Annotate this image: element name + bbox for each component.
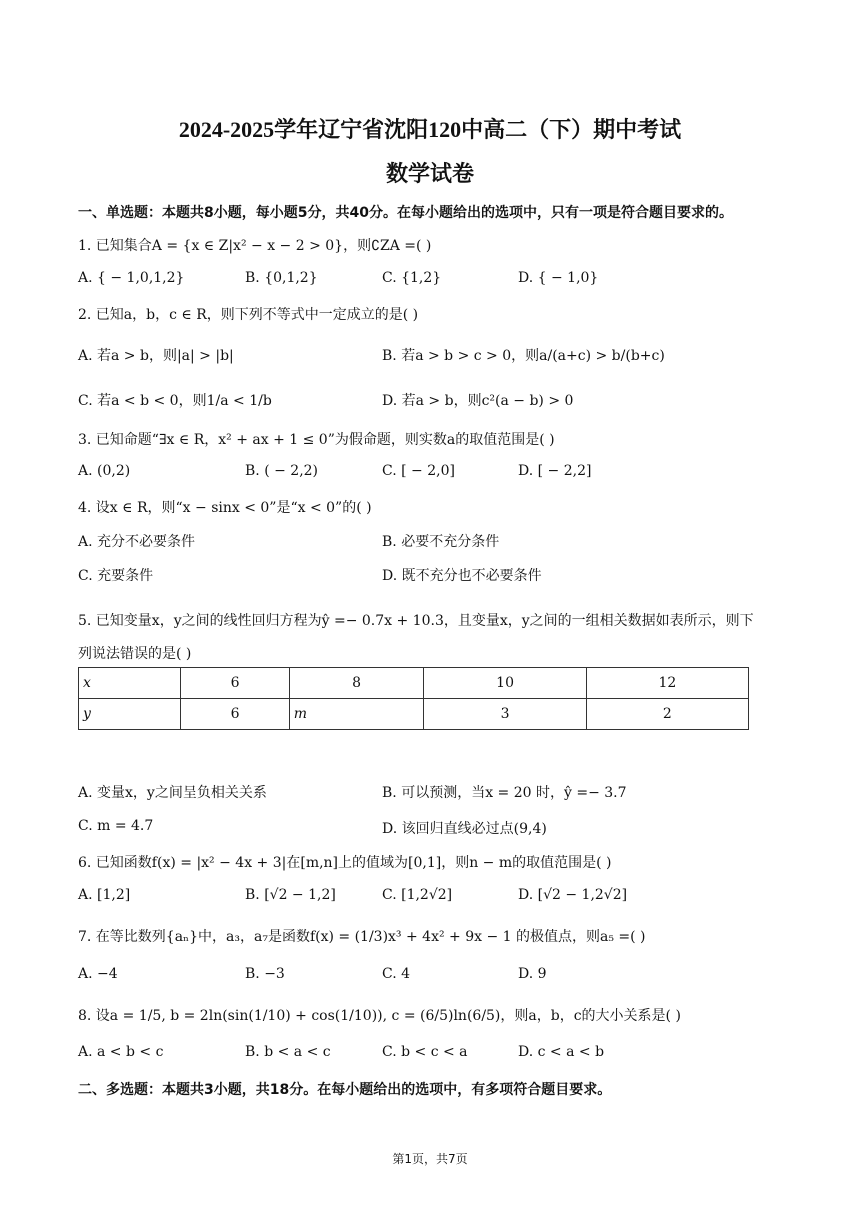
q2-option-c[interactable]: C. 若a < b < 0，则1/a < 1/b [78,393,272,409]
table-cell: m [289,699,424,730]
question-3: 3. 已知命题“∃x ∈ R，x² + ax + 1 ≤ 0”为假命题，则实数a的取值范围是( ) [78,432,555,448]
q6-option-c[interactable]: C. [1,2√2] [382,887,453,903]
q1-option-a[interactable]: A. { − 1,0,1,2} [78,270,185,286]
table-cell: x [79,668,181,699]
q4-option-b[interactable]: B. 必要不充分条件 [382,534,500,550]
q6-option-a[interactable]: A. [1,2] [78,887,131,903]
q4-option-c[interactable]: C. 充要条件 [78,568,154,584]
question-5: 5. 已知变量x，y之间的线性回归方程为ŷ =− 0.7x + 10.3，且变量x，y之间的一组相关数据如表所示，则下 [78,613,754,629]
q1-option-d[interactable]: D. { − 1,0} [518,270,599,286]
table-cell: 6 [181,668,289,699]
q5-option-b[interactable]: B. 可以预测，当x = 20 时，ŷ =− 3.7 [382,785,627,801]
q1-option-b[interactable]: B. {0,1,2} [245,270,318,286]
table-row [79,699,749,730]
table-cell: 10 [424,668,586,699]
question-5-continued: 列说法错误的是( ) [78,646,192,662]
table-cell: y [79,699,181,730]
q7-option-d[interactable]: D. 9 [518,966,547,982]
q3-option-d[interactable]: D. [ − 2,2] [518,463,592,479]
q6-option-b[interactable]: B. [√2 − 1,2] [245,887,336,903]
table-row [79,668,749,699]
q3-option-c[interactable]: C. [ − 2,0] [382,463,455,479]
page-footer: 第1页，共7页 [392,1152,468,1166]
q6-option-d[interactable]: D. [√2 − 1,2√2] [518,887,628,903]
q8-option-d[interactable]: D. c < a < b [518,1044,605,1060]
q7-option-b[interactable]: B. −3 [245,966,285,982]
question-8: 8. 设a = 1/5, b = 2ln(sin(1/10) + cos(1/10)), c = (6/5)ln(6/5)，则a，b，c的大小关系是( ) [78,1008,681,1024]
table-cell: 8 [289,668,424,699]
q7-option-a[interactable]: A. −4 [78,966,118,982]
question-6: 6. 已知函数f(x) = |x² − 4x + 3|在[m,n]上的值域为[0,1]，则n − m的取值范围是( ) [78,855,612,871]
q8-option-a[interactable]: A. a < b < c [78,1044,164,1060]
q4-option-d[interactable]: D. 既不充分也不必要条件 [382,568,542,584]
section-multi-choice: 二、多选题：本题共3小题，共18分。在每小题给出的选项中，有多项符合题目要求。 [78,1082,612,1098]
question-4: 4. 设x ∈ R，则“x − sinx < 0”是“x < 0”的( ) [78,500,372,516]
page-subtitle: 数学试卷 [385,161,474,186]
q8-option-c[interactable]: C. b < c < a [382,1044,468,1060]
table-cell: 6 [181,699,289,730]
q3-option-a[interactable]: A. (0,2) [78,463,131,479]
q2-option-d[interactable]: D. 若a > b，则c²(a − b) > 0 [382,393,574,409]
q5-option-d[interactable]: D. 该回归直线必过点(9,4) [382,821,547,837]
table-cell: 3 [424,699,586,730]
page-title: 2024-2025学年辽宁省沈阳120中高二（下）期中考试 [178,117,682,142]
question-2: 2. 已知a，b，c ∈ R，则下列不等式中一定成立的是( ) [78,307,419,323]
q4-option-a[interactable]: A. 充分不必要条件 [78,534,196,550]
table-cell: 2 [586,699,748,730]
q1-option-c[interactable]: C. {1,2} [382,270,442,286]
table-cell: 12 [586,668,748,699]
data-table [78,667,749,730]
q3-option-b[interactable]: B. ( − 2,2) [245,463,319,479]
q5-option-c[interactable]: C. m = 4.7 [78,818,154,834]
section-single-choice: 一、单选题：本题共8小题，每小题5分，共40分。在每小题给出的选项中，只有一项是符合题目要求的。 [78,205,733,221]
q2-option-b[interactable]: B. 若a > b > c > 0，则a/(a+c) > b/(b+c) [382,348,665,364]
q8-option-b[interactable]: B. b < a < c [245,1044,331,1060]
q5-option-a[interactable]: A. 变量x，y之间呈负相关关系 [78,785,267,801]
q2-option-a[interactable]: A. 若a > b，则|a| > |b| [78,348,234,364]
question-7: 7. 在等比数列{aₙ}中，a₃，a₇是函数f(x) = (1/3)x³ + 4x² + 9x − 1 的极值点，则a₅ =( ) [78,929,646,945]
question-1: 1. 已知集合A = {x ∈ Z|x² − x − 2 > 0}，则∁ZA =( ) [78,238,432,254]
q7-option-c[interactable]: C. 4 [382,966,411,982]
